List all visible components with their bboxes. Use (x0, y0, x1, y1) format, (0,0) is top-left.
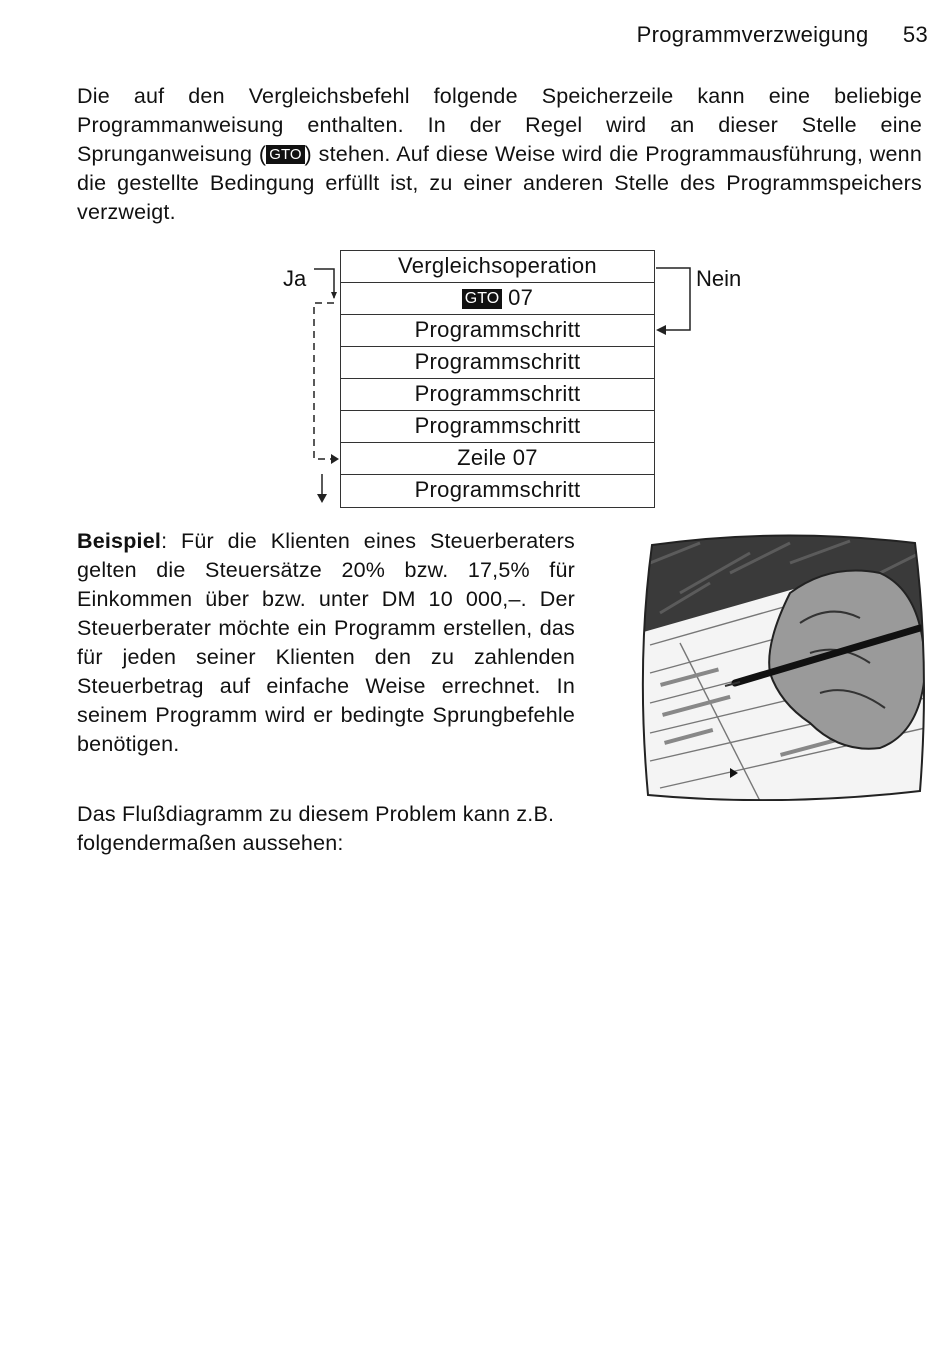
diagram-row (341, 475, 654, 507)
diagram-row (341, 283, 654, 315)
running-title: Programmverzweigung (636, 22, 869, 47)
label-ja: Ja (283, 266, 307, 291)
diagram-row (341, 251, 654, 283)
row-text: Programmschritt (414, 317, 581, 342)
hand-writing-tax-form-illustration (640, 533, 925, 801)
intro-text-part2: ) stehen. Auf diese Weise wird die Programmausführung, wenn die gestellte Bedingung erfüllt ist, zu einer anderen Stelle des Programmspeichers verzweigt. (77, 142, 922, 224)
diagram-row (341, 379, 654, 411)
flow-paragraph: Das Flußdiagramm zu diesem Problem kann z.B. folgendermaßen aussehen: (77, 802, 555, 855)
diagram-row (341, 315, 654, 347)
diagram-row (341, 347, 654, 379)
row-text: Programmschritt (414, 381, 581, 406)
row-text: Programmschritt (414, 477, 581, 502)
row-text: Zeile 07 (457, 445, 538, 470)
example-heading: Beispiel (77, 529, 162, 553)
row-text: Programmschritt (414, 349, 581, 374)
row-text: Programmschritt (414, 413, 581, 438)
gto-key-icon: GTO (266, 145, 304, 164)
diagram-row (341, 443, 654, 475)
label-nein: Nein (696, 266, 742, 291)
page-number: 53 (902, 22, 928, 47)
diagram-row (341, 411, 654, 443)
row-text: Vergleichsoperation (398, 253, 597, 278)
example-text: : Für die Klienten eines Steuerberaters gelten die Steuersätze 20% bzw. 17,5% für Einkommen über bzw. unter DM 10 000,–. Der Steuerberater möchte ein Programm erstellen, das für jeden seiner Klienten den zu zahlenden Steuerbetrag auf einfache Weise errechnet. In seinem Programm wird er bedingte Sprungbefehle benötigen. (77, 529, 575, 756)
row-text: 07 (508, 285, 534, 310)
example-paragraph (77, 527, 575, 759)
program-memory-diagram (340, 250, 655, 508)
gto-key-icon: GTO (462, 289, 502, 309)
intro-text-part1: Die auf den Vergleichsbefehl folgende Speicherzeile kann eine beliebige Programmanweisung enthalten. In der Regel wird an dieser Stelle eine Sprunganweisung ( (77, 84, 922, 166)
